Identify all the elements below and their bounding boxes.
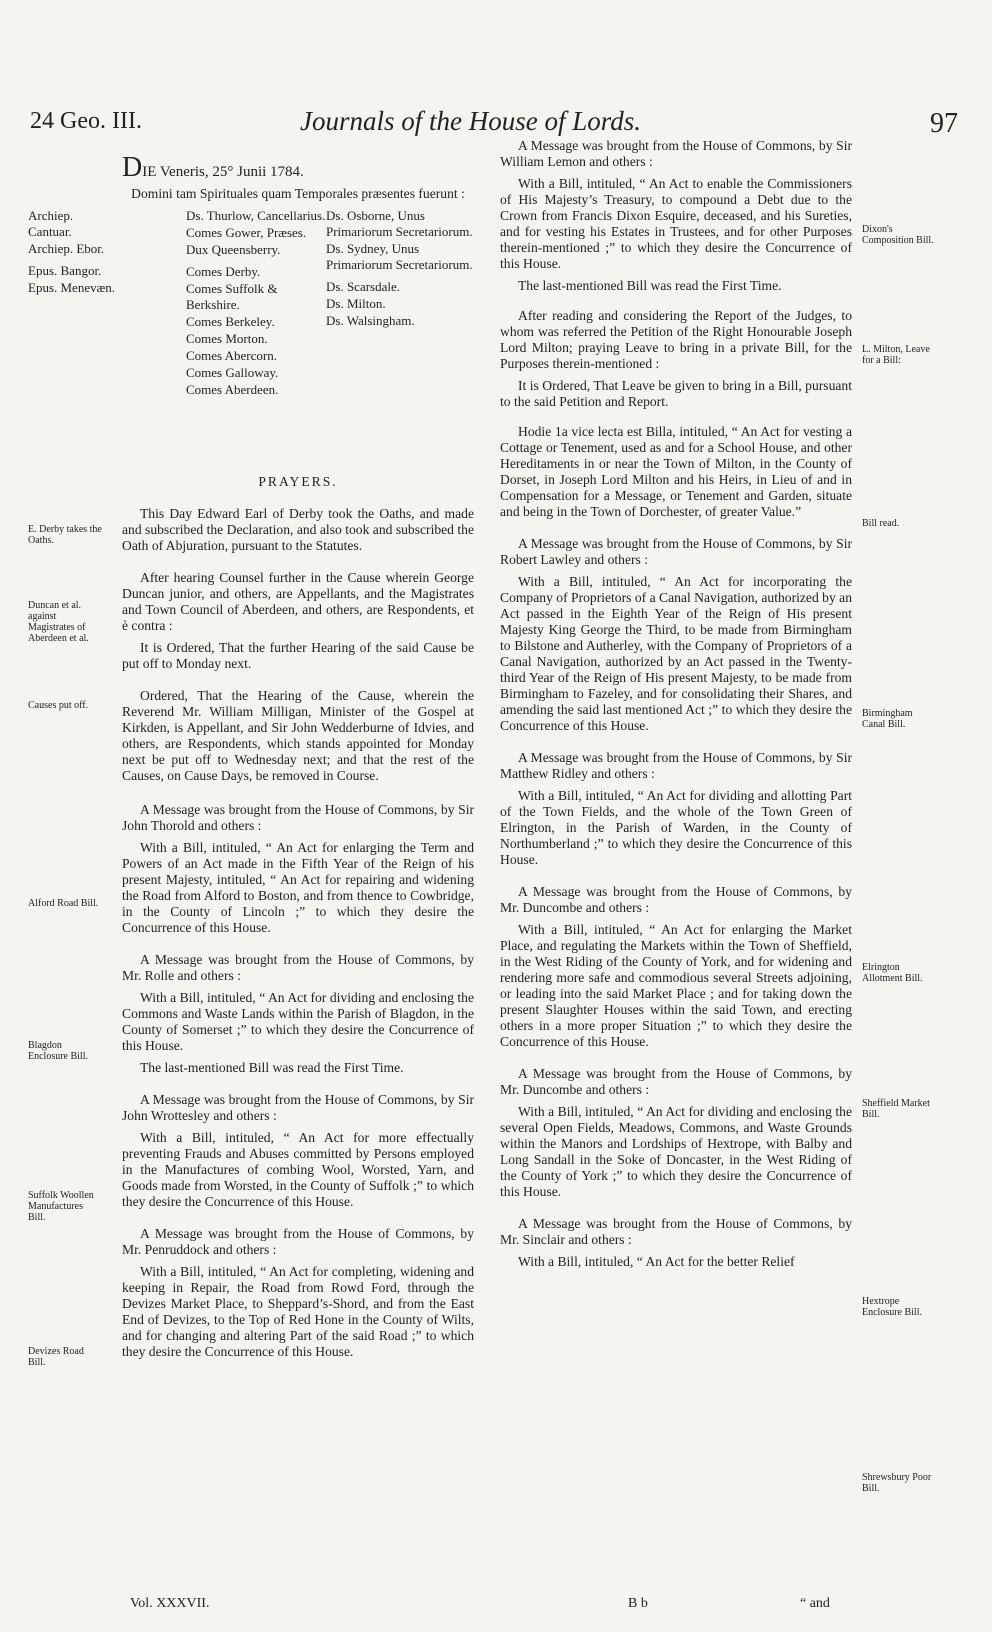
bill-paragraph: With a Bill, intituled, “ An Act for more effectually preventing Frauds and Abuses committed by Persons employed in the Manufactures of combing Wool, Worsted, Yarn, and Goods made from Worsted, in the County of Suffolk ;” to which they desire the Concurrence of this House. [122, 1130, 474, 1209]
entry-paragraph: This Day Edward Earl of Derby took the Oaths, and made and subscribed the Declaration, and also took and subscribed the Oath of Abjuration, pursuant to the Statutes. [122, 506, 474, 553]
lord-entry: Archiep. Cantuar. [28, 208, 74, 239]
margin-note: Birmingham Canal Bill. [862, 708, 913, 730]
signature-mark: B b [628, 1596, 648, 1611]
lord-entry: Ds. Walsingham. [326, 313, 415, 328]
bill-paragraph: With a Bill, intituled, “ An Act for dividing and enclosing the several Open Fields, Meadows, Commons, and Waste Grounds within the Manors and Lordships of Hextrope, with Balby and Long Sandall in the Soke of Doncaster, in the West Riding of the County of York ;” to which they desire the Concurrence of this House. [500, 1104, 852, 1199]
margin-note: Elrington Allotment Bill. [862, 962, 923, 984]
lord-entry: Ds. Sydney, Unus Primariorum Secretariorum. [326, 241, 473, 272]
margin-note: Devizes Road Bill. [28, 1346, 84, 1368]
margin-note: L. Milton, Leave for a Bill: [862, 344, 930, 366]
lord-entry: Archiep. Ebor. [28, 241, 105, 256]
right-column [500, 108, 852, 1276]
lord-entry: Comes Suffolk & Berkshire. [186, 281, 278, 312]
lord-entry: Ds. Scarsdale. [326, 279, 401, 294]
sitting-date [122, 152, 474, 183]
lords-spiritual [28, 208, 120, 297]
lord-entry: Comes Gower, Præses. [186, 225, 307, 240]
bill-paragraph: With a Bill, intituled, “ An Act for enlarging the Market Place, and regulating the Markets within the Town of Sheffield, in the West Riding of the County of York, and for widening and rendering more safe and commodious several Streets adjoining, or leading into the said Market Place ; and for taking down the present Slaughter Houses within the said Town, and erecting others in a more proper Situation ;” to which they desire the Concurrence of this House. [500, 922, 852, 1049]
entry-paragraph: The last-mentioned Bill was read the First Time. [140, 1060, 404, 1075]
lord-entry: Dux Queensberry. [186, 242, 281, 257]
lords-temporal-2 [326, 208, 476, 330]
entry-paragraph: Hodie 1a vice lecta est Billa, intituled, “ An Act for vesting a Cottage or Tenement, used as and for a School House, and other Hereditaments in or near the Town of Milton, in the County of Dorset, in Joseph Lord Milton and his Heirs, in Lieu of and in Compensation for a Message, or Tenement and Garden, situate and being in the Town of Dorchester, of greater Value.” [500, 424, 852, 519]
lord-entry: Comes Abercorn. [186, 348, 277, 363]
page-number: 97 [930, 108, 958, 139]
date-text: IE Veneris, 25° Junii 1784. [142, 164, 304, 180]
message-heading: A Message was brought from the House of Commons, by Sir John Wrottesley and others : [122, 1092, 474, 1123]
lord-entry: Ds. Milton. [326, 296, 386, 311]
lord-entry: Epus. Bangor. [28, 263, 102, 278]
message-heading: A Message was brought from the House of Commons, by Sir John Thorold and others : [122, 802, 474, 833]
lord-entry: Comes Galloway. [186, 365, 279, 380]
prayers-heading: PRAYERS. [258, 474, 338, 489]
journal-title: Journals of the House of Lords. [300, 106, 642, 136]
lord-entry: Comes Derby. [186, 264, 261, 279]
message-heading: A Message was brought from the House of Commons, by Mr. Rolle and others : [122, 952, 474, 983]
lord-entry: Ds. Osborne, Unus Primariorum Secretariorum. [326, 208, 473, 239]
message-heading: A Message was brought from the House of Commons, by Mr. Penruddock and others : [122, 1226, 474, 1257]
lord-entry: Comes Berkeley. [186, 314, 275, 329]
entry-paragraph: It is Ordered, That the further Hearing of the said Cause be put off to Monday next. [122, 640, 474, 671]
margin-note: Duncan et al. against Magistrates of Aberdeen et al. [28, 600, 89, 644]
drop-cap: D [122, 152, 143, 183]
message-heading: A Message was brought from the House of Commons, by Sir Robert Lawley and others : [500, 536, 852, 567]
lord-entry: Comes Aberdeen. [186, 382, 279, 397]
bill-paragraph: With a Bill, intituled, “ An Act for dividing and enclosing the Commons and Waste Lands within the Parish of Blagdon, in the County of Somerset ;” to which they desire the Concurrence of this House. [122, 990, 474, 1053]
bill-paragraph: With a Bill, intituled, “ An Act for incorporating the Company of Proprietors of a Canal Navigation, authorized by an Act passed in the Eighth Year of the Reign of His present Majesty King George the Third, to be made from Birmingham to Bilstone and Autherley, with the Company of Proprietors of a Canal Navigation, authorized by an Act passed in the Twenty-third Year of the Reign of His present Majesty, to be made from Birmingham to Fazeley, and for consolidating their Shares, and amending the said last mentioned Act ;” to which they desire the Concurrence of this House. [500, 574, 852, 733]
bill-paragraph: With a Bill, intituled, “ An Act for the better Relief [518, 1254, 795, 1269]
lord-entry: Ds. Thurlow, Cancellarius. [186, 208, 326, 223]
lord-entry: Epus. Menevæn. [28, 280, 116, 295]
margin-note: Dixon's Composition Bill. [862, 224, 934, 246]
margin-note: Shrewsbury Poor Bill. [862, 1472, 932, 1494]
bill-paragraph: With a Bill, intituled, “ An Act for enlarging the Term and Powers of an Act made in the Fifth Year of the Reign of his present Majesty, intituled, “ An Act for repairing and widening the Road from Alford to Boston, and from thence to Cowbridge, in the County of Lincoln ;” to which they desire the Concurrence of this House. [122, 840, 474, 935]
margin-note: Blagdon Enclosure Bill. [28, 1040, 88, 1062]
lords-present [28, 208, 474, 468]
message-heading: A Message was brought from the House of Commons, by Sir Matthew Ridley and others : [500, 750, 852, 781]
lords-temporal-1 [186, 208, 326, 399]
margin-note: Sheffield Market Bill. [862, 1098, 930, 1120]
margin-note: Suffolk Woollen Manufactures Bill. [28, 1190, 94, 1223]
entry-paragraph: It is Ordered, That Leave be given to bring in a Bill, pursuant to the said Petition and Report. [500, 378, 852, 409]
catchword: “ and [800, 1596, 830, 1611]
message-heading: A Message was brought from the House of Commons, by Sir William Lemon and others : [500, 138, 852, 169]
bill-paragraph: With a Bill, intituled, “ An Act for dividing and allotting Part of the Town Fields, and the whole of the Town Green of Elrington, in the Parish of Warden, in the County of Northumberland ;” to which they desire the Concurrence of this House. [500, 788, 852, 867]
bill-paragraph: With a Bill, intituled, “ An Act for completing, widening and keeping in Repair, the Road from Rowd Ford, through the Devizes Market Place, to Sheppard’s-Shord, and from the East End of Devizes, to the Top of Red Hone in the County of Wilts, and for changing and altering Part of the said Road ;” to which they desire the Concurrence of this House. [122, 1264, 474, 1359]
bill-paragraph: With a Bill, intituled, “ An Act to enable the Commissioners of His Majesty’s Treasury, to compound a Debt due to the Crown from Francis Dixon Esquire, deceased, and his Sureties, and for vesting his Estates in Trustees, and for other Purposes therein-mentioned ;” to which they desire the Concurrence of this House. [500, 176, 852, 271]
volume-number: Vol. XXXVII. [130, 1596, 210, 1611]
entry-paragraph: After reading and considering the Report of the Judges, to whom was referred the Petition of the Right Honourable Joseph Lord Milton; praying Leave to bring in a private Bill, for the Purposes therein-mentioned : [500, 308, 852, 371]
margin-note: Hextrope Enclosure Bill. [862, 1296, 922, 1318]
message-heading: A Message was brought from the House of Commons, by Mr. Duncombe and others : [500, 1066, 852, 1097]
regnal-year: 24 Geo. III. [30, 108, 142, 134]
entry-paragraph: The last-mentioned Bill was read the First Time. [518, 278, 782, 293]
margin-note: E. Derby takes the Oaths. [28, 524, 102, 546]
present-heading: Domini tam Spirituales quam Temporales præsentes fuerunt : [131, 186, 465, 201]
entry-paragraph: Ordered, That the Hearing of the Cause, wherein the Reverend Mr. William Milligan, Minister of the Gospel at Kirkden, is Appellant, and Sir John Wedderburne of Idvies, and others, are Respondents, which stands appointed for Monday next be put off to Wednesday next; and that the rest of the Causes, on Cause Days, be removed in Course. [122, 688, 474, 783]
message-heading: A Message was brought from the House of Commons, by Mr. Sinclair and others : [500, 1216, 852, 1247]
entry-paragraph: After hearing Counsel further in the Cause wherein George Duncan junior, and others, are Appellants, and the Magistrates and Town Council of Aberdeen, and others, are Respondents, et è contra : [122, 570, 474, 633]
lord-entry: Comes Morton. [186, 331, 268, 346]
margin-note: Alford Road Bill. [28, 898, 99, 909]
margin-note: Causes put off. [28, 700, 89, 711]
message-heading: A Message was brought from the House of Commons, by Mr. Duncombe and others : [500, 884, 852, 915]
margin-note: Bill read. [862, 518, 900, 529]
